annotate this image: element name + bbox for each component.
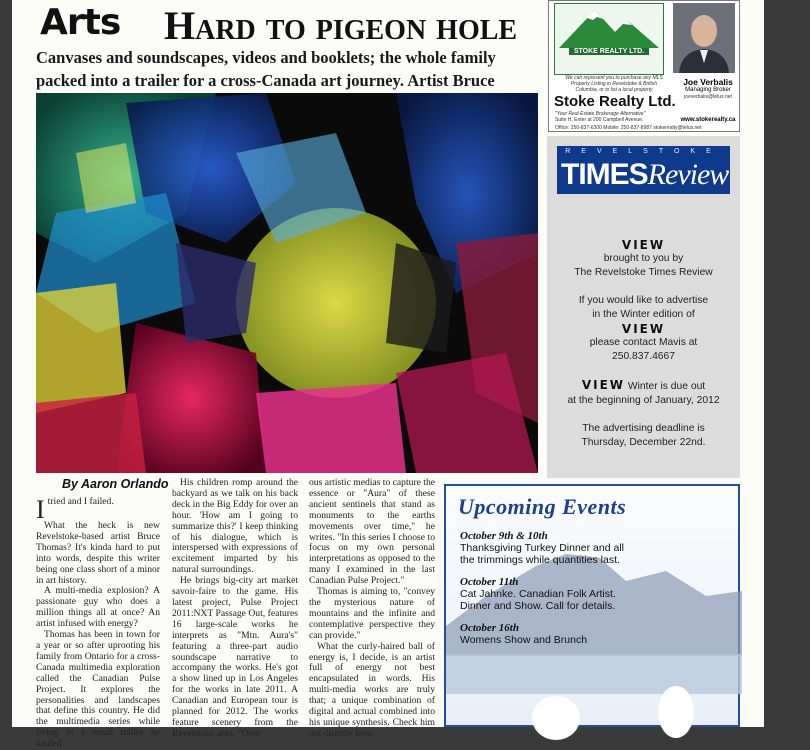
ad-line: at the beginning of January, 2012 [567,395,720,406]
agent-email: joeverbalis@telus.net [684,94,732,100]
ad-line [547,378,740,394]
event-line: Cat Jahnke. Canadian Folk Artist. [460,588,616,600]
stoke-logo-text: STOKE REALTY LTD. [569,48,649,55]
paragraph: tried and I failed. [47,496,114,507]
events-title: Upcoming Events [458,494,627,519]
view-wordmark: VIEW [621,238,666,252]
ad-line: The Revelstoke Times Review [574,267,713,278]
agent-name: Joe Verbalis [683,77,733,87]
paragraph: His children romp around the backyard as we talk on his back deck in the Big Eddy for over an hour. 'How am I going to summarize this?' I keep thinking of his dialogue, which is interspersed with expressions of excitement imparted by his natural surroundings. [172,477,298,576]
logo-main-a: TIMES [561,158,648,191]
ad-line: 250.837.4667 [612,351,675,362]
times-review-logo [557,146,730,194]
stoke-blurb: We can represent you to purchase any MLS Property Listing in Revelstoke & British Columbia, or to list a local property [565,75,663,93]
paragraph: A multi-media explosion? A passionate guy who does a million things all at once? An artist infused with energy? [36,585,160,630]
artwork-image [36,93,538,473]
paragraph: He brings big-city art market savoir-faire to the game. His latest project, Pulse Project 2011:NXT Passage Out, features 16 large-scale works he interprets as "Mtn. Aura's" featuring a three-part audio soundscape narrative to accompany the works. He's got a show lined up in Los Angeles for the works in late 2011. A Canadian and European tour is planned for 2012. The works feature scenery from the Revelstoke area. "Over [172,575,298,739]
agent-title: Managing Broker [685,87,731,93]
event-date: October 9th & 10th [460,530,548,542]
article-column-3 [309,477,436,739]
view-wordmark: VIEW [621,322,666,336]
logo-top: REVELSTOKE [565,148,722,155]
ad-line: in the Winter edition of [592,309,695,320]
event-date: October 11th [460,576,519,588]
stoke-tagline: "Your Real Estate Brokerage Alternative" [555,111,646,117]
agent-portrait [673,3,735,73]
ad-line: brought to you by [603,253,684,264]
paragraph: What the curly-haired ball of energy is, I decide, is an artist full of energy not best encapsulated in words. His multi-media works are truly that; a unique combination of digital and actual combined into his unique synthesis. Check him out directly here: [309,640,435,739]
ad-line: If you would like to advertise [578,295,709,306]
newspaper-page [12,0,764,750]
drop-cap: I [36,495,45,524]
article-column-2 [172,477,298,739]
paragraph: What the heck is new Revelstoke-based artist Bruce Thomas? It's kinda hard to put into words, despite this writer being one class short of a minor in art history. [36,520,160,586]
paragraph: Thomas is aiming to, "convey the mysterious nature of mountains and the infinite and contemplative perspective they can provide." [309,586,435,641]
stoke-logo [554,3,664,75]
stoke-address: Suite H, Enter at 200 Campbell Avenue. [555,117,644,123]
article-column-1 [36,495,160,750]
view-ad-body [547,238,740,450]
event-date: October 16th [460,622,519,634]
event-line: Thanksgiving Turkey Dinner and all [460,542,625,554]
event-item [460,622,587,646]
logo-main [561,158,729,192]
ad-line: The advertising deadline is [582,423,705,434]
mountain-icon [555,4,663,50]
deck-subheadline: Canvases and soundscapes, videos and booklets; the whole family packed into a trailer for a cross-Canada art journey. Artist Bruce [36,48,496,90]
logo-main-b: Review [647,158,729,191]
stoke-company-name: Stoke Realty Ltd. [554,93,676,110]
event-item [460,576,616,612]
ad-line-text: Winter is due out [627,381,706,392]
ad-line: Thursday, December 22nd. [581,437,706,448]
ad-line: please contact Mavis at [589,337,698,348]
event-line: the trimmings while quantities last. [460,554,620,566]
view-ad [547,136,740,478]
paragraph: ous artistic medias to capture the essence or "Aura" of these ancient sentinels that stand as monuments to the earths movements over time," he writes. "In this series I choose to focus on my own personal interpretations as opposed to the many I examined in the last Canadian Pulse Project." [309,477,436,587]
person-icon [673,3,735,73]
event-line: Womens Show and Brunch [460,634,588,646]
paragraph: Thomas has been in town for a year or so after uprooting his family from Ontario for a cross-Canada multimedia exploration called the Canadian Pulse Project. It explores the personalities and landscapes that define this country. He did the multimedia series while living in a small trailer he hauled [36,629,160,750]
abstract-painting [36,93,538,473]
event-line: Dinner and Show. Call for details. [460,600,616,612]
upcoming-events-ad [444,484,740,727]
event-item [460,530,624,566]
headline: Hard to pigeon hole [164,3,518,48]
stoke-realty-ad[interactable] [548,0,740,132]
section-label: Arts [40,2,121,43]
stoke-website: www.stokerealty.ca [680,117,736,123]
view-wordmark: VIEW [581,378,626,392]
byline: By Aaron Orlando [62,477,169,491]
stoke-contact: Office: 250-837-6300 Mobile: 250-837-8987 stokerealty@telus.net [555,125,702,131]
